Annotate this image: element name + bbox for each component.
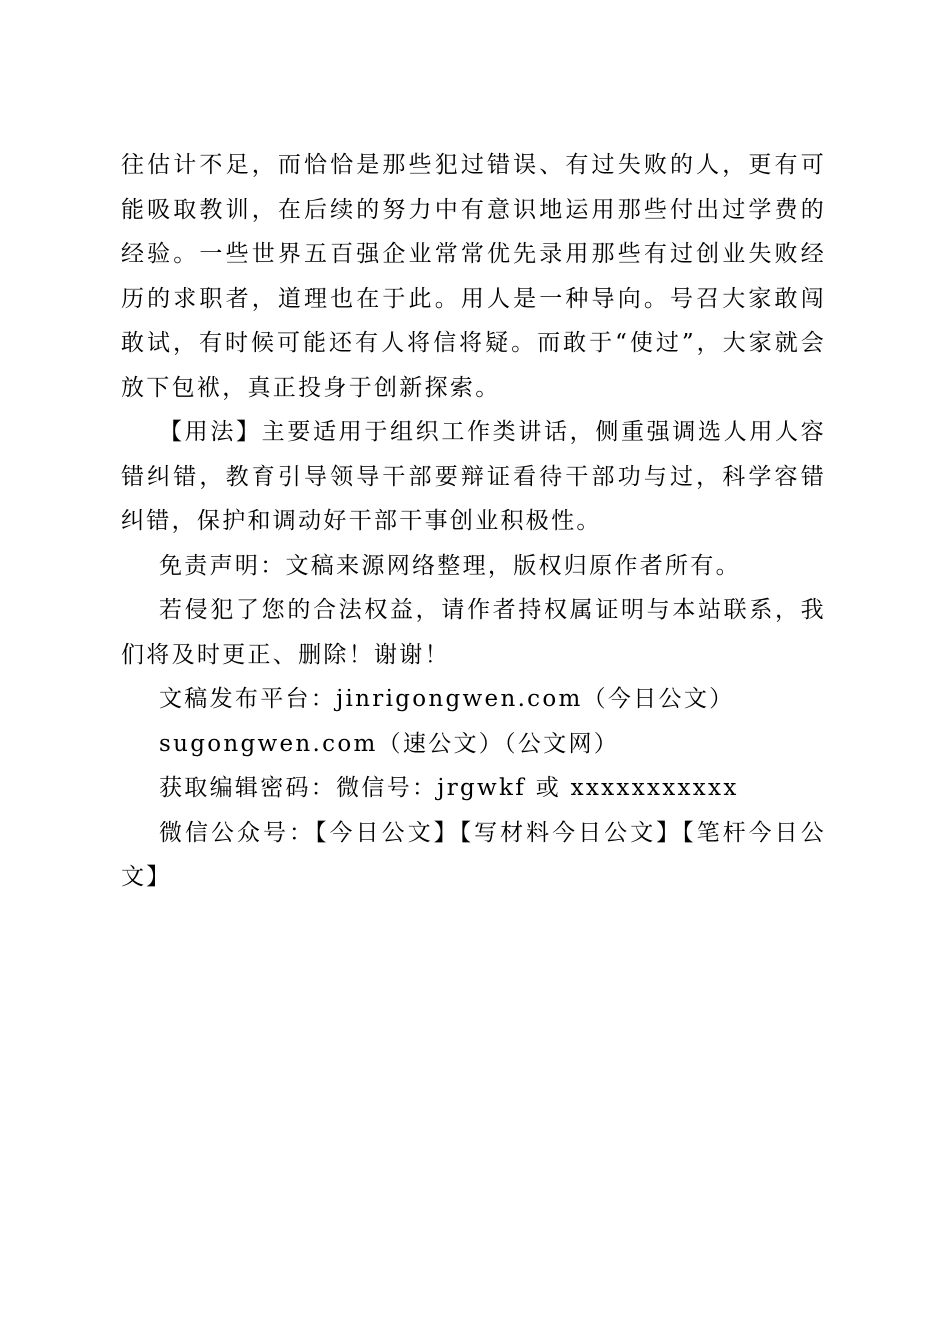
usage-paragraph: 【用法】主要适用于组织工作类讲话，侧重强调选人用人容错纠错，教育引导领导干部要辩证看待干部功与过，科学容错纠错，保护和调动好干部干事创业积极性。 [121,419,826,534]
disclaimer-line: 免责声明：文稿来源网络整理，版权归原作者所有。 [159,552,741,579]
alt-site-line: sugongwen.com（速公文）（公文网） [159,730,620,757]
body-paragraph-continued: 往估计不足，而恰恰是那些犯过错误、有过失败的人，更有可能吸取教训，在后续的努力中有意识地运用那些付出过学费的经验。一些世界五百强企业常常优先录用那些有过创业失败经历的求职者，道理也在于此。用人是一种导向。号召大家敢闯敢试，有时候可能还有人将信将疑。而敢于“使过”，大家就会放下包袱，真正投身于创新探索。 [121,152,826,401]
copyright-notice: 若侵犯了您的合法权益，请作者持权属证明与本站联系，我们将及时更正、删除！谢谢！ [121,597,826,668]
document-body [121,143,826,900]
wechat-account-line: 微信公众号：【今日公文】【写材料今日公文】【笔杆今日公文】 [121,819,826,890]
publish-platform-line: 文稿发布平台：jinrigongwen.com（今日公文） [159,686,735,712]
edit-password-line: 获取编辑密码：微信号：jrgwkf 或 xxxxxxxxxxx [159,775,739,801]
